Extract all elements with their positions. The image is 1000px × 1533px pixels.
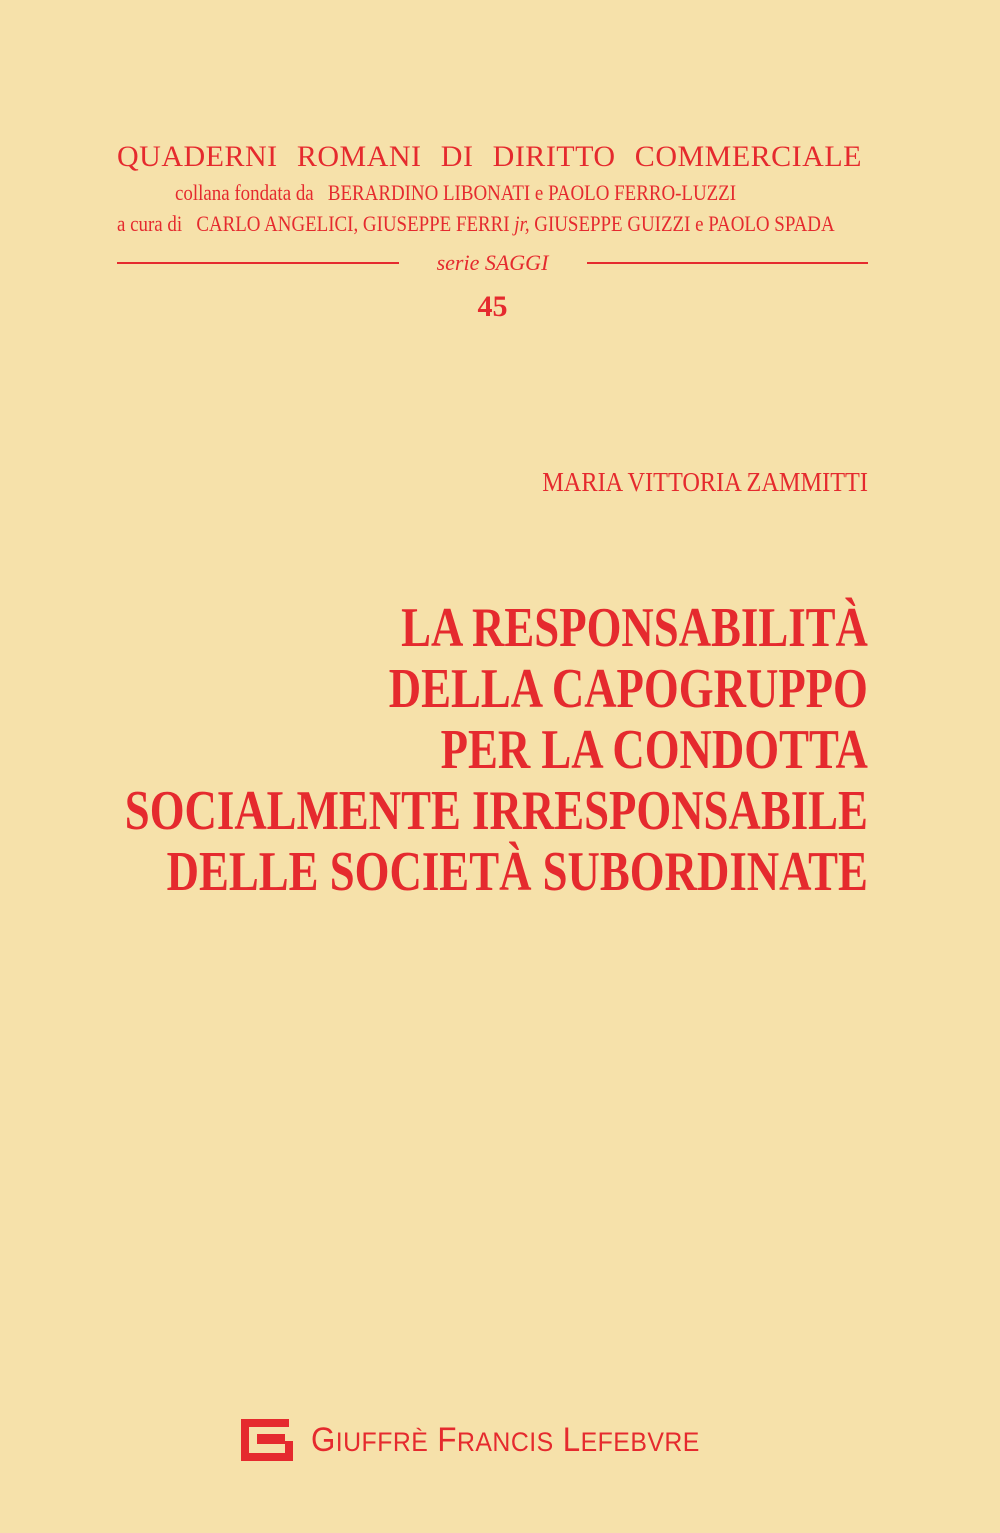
author-name: MARIA VITTORIA ZAMMITTI: [542, 467, 868, 497]
divider-right: [587, 262, 868, 264]
title-line: SOCIALMENTE IRRESPONSABILE: [124, 780, 868, 842]
author: [506, 467, 868, 498]
volume-number: 45: [477, 290, 508, 323]
publisher-name: GIUFFRÈ FRANCIS LEFEBVRE: [311, 1420, 700, 1459]
title-line: PER LA CONDOTTA: [440, 719, 868, 781]
book-title: [0, 598, 868, 903]
serie-label: serie SAGGI: [436, 250, 549, 275]
founders: BERARDINO LIBONATI e PAOLO FERRO-LUZZI: [327, 180, 737, 205]
title-line: DELLA CAPOGRUPPO: [388, 658, 868, 720]
divider-left: [117, 262, 399, 264]
title-line: DELLE SOCIETÀ SUBORDINATE: [166, 841, 868, 903]
editors-jr: jr,: [514, 211, 530, 236]
founded-label: collana fondata da: [175, 180, 314, 205]
editors-label: a cura di: [117, 211, 183, 236]
series-title: QUADERNI ROMANI DI DIRITTO COMMERCIALE: [117, 140, 862, 173]
publisher-logo-icon: [241, 1419, 293, 1461]
editors-b: GIUSEPPE GUIZZI e PAOLO SPADA: [534, 211, 835, 236]
series-editors: [117, 211, 951, 237]
publisher-logo: [241, 1419, 734, 1461]
title-line: LA RESPONSABILITÀ: [401, 597, 868, 659]
series-founders: [175, 180, 827, 206]
editors-a: CARLO ANGELICI, GIUSEPPE FERRI: [196, 211, 510, 236]
